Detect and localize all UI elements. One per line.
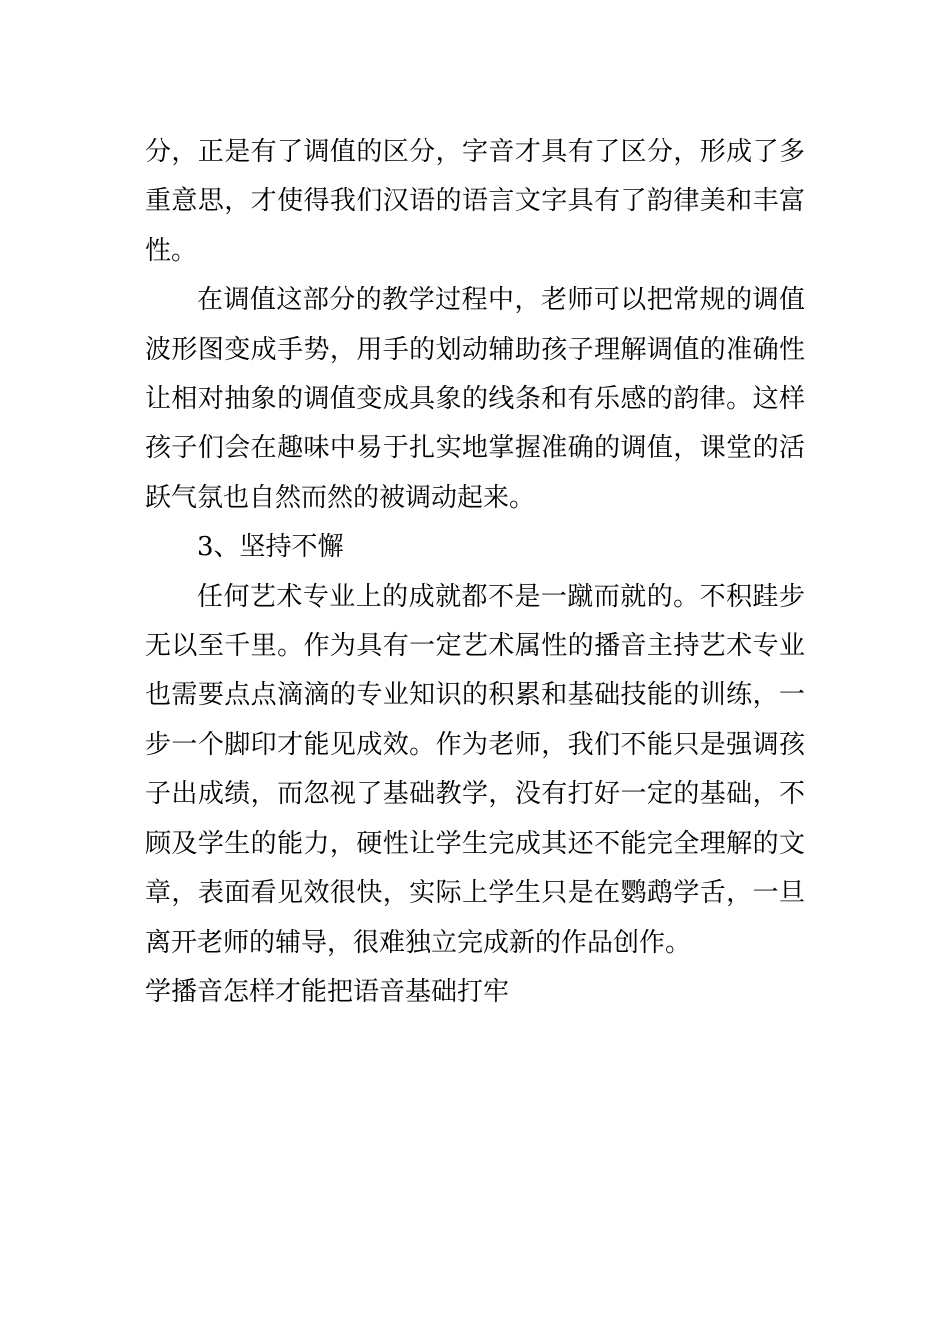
document-body xyxy=(145,128,805,1017)
section-heading-persistence: 3、坚持不懈 xyxy=(197,532,344,563)
paragraph-tone-teaching: 在调值这部分的教学过程中，老师可以把常规的调值波形图变成手势，用手的划动辅助孩子理解调值的准确性让相对抽象的调值变成具象的线条和有乐感的韵律。这样孩子们会在趣味中易于扎实地掌握准确的调值，课堂的活跃气氛也自然而然的被调动起来。 xyxy=(145,285,805,513)
paragraph-continuation: 分，正是有了调值的区分，字音才具有了区分，形成了多重意思，才使得我们汉语的语言文字具有了韵律美和丰富性。 xyxy=(145,137,805,266)
next-article-title: 学播音怎样才能把语音基础打牢 xyxy=(145,976,510,1007)
paragraph-persistence: 任何艺术专业上的成就都不是一蹴而就的。不积跬步无以至千里。作为具有一定艺术属性的播音主持艺术专业也需要点点滴滴的专业知识的积累和基础技能的训练，一步一个脚印才能见成效。作为老师，我们不能只是强调孩子出成绩，而忽视了基础教学，没有打好一定的基础，不顾及学生的能力，硬性让学生完成其还不能完全理解的文章，表面看见效很快，实际上学生只是在鹦鹉学舌，一旦离开老师的辅导，很难独立完成新的作品创作。 xyxy=(145,581,805,958)
